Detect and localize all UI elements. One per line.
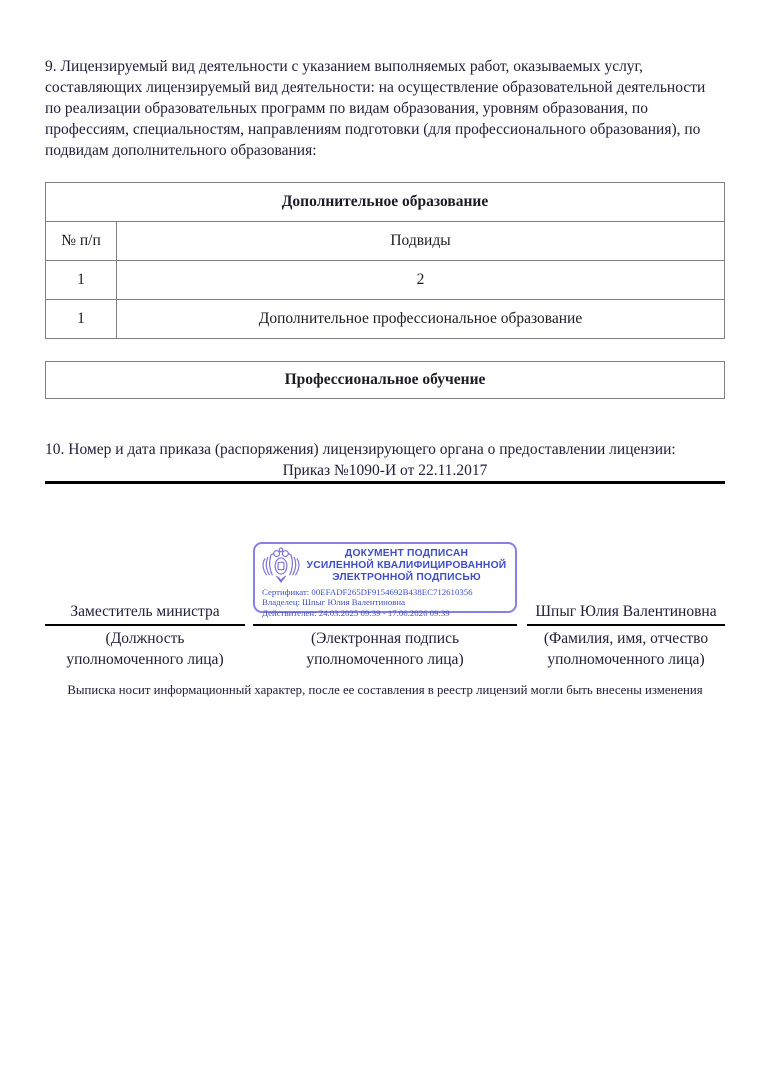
certificate-owner: Владелец: Шпыг Юлия Валентиновна <box>262 597 406 608</box>
fio-label <box>527 626 725 670</box>
esign-label <box>253 626 517 670</box>
signer-position-area <box>45 539 245 624</box>
signature-block <box>45 539 725 670</box>
certificate-details <box>259 587 510 618</box>
stamp-title-line: ДОКУМЕНТ ПОДПИСАН <box>344 547 469 559</box>
position-label <box>45 626 245 670</box>
additional-education-table <box>45 182 725 339</box>
cell-subtype: 2 <box>117 261 725 300</box>
table-title: Дополнительное образование <box>46 183 725 222</box>
cell-num: 1 <box>46 261 117 300</box>
paragraph-9: 9. Лицензируемый вид деятельности с указанием выполняемых работ, оказываемых услуг, составляющих лицензируемый вид деятельности: на осуществление образовательной деятельности по реализации образовательных программ по видам образования, уровням образования, по профессиям, специальностям, направлениям подготовки (для профессионального образования), по подвидам дополнительного образования: <box>45 58 706 159</box>
column-header-subtypes: Подвиды <box>117 222 725 261</box>
stamp-title-line: ЭЛЕКТРОННОЙ ПОДПИСЬЮ <box>332 572 481 584</box>
certificate-validity: Действителен: 24.03.2025 09:39 - 17.06.2026 09:39 <box>262 607 450 618</box>
label-line: уполномоченного лица) <box>306 650 464 668</box>
signer-name: Шпыг Юлия Валентиновна <box>535 603 717 620</box>
stamp-title <box>303 548 510 585</box>
label-line: уполномоченного лица) <box>547 650 705 668</box>
certificate-number: Сертификат: 00EFADF265DF9154692B438EC712610356 <box>262 587 473 597</box>
stamp-header <box>259 547 510 585</box>
label-line: (Должность <box>105 630 185 647</box>
russian-coat-of-arms-icon <box>259 547 303 585</box>
signer-position: Заместитель министра <box>70 603 220 620</box>
horizontal-rule <box>45 481 725 484</box>
table-row <box>46 261 725 300</box>
order-number-line: Приказ №1090-И от 22.11.2017 <box>282 462 488 479</box>
label-line: (Фамилия, имя, отчество <box>543 630 709 647</box>
signature-column-esign <box>253 539 517 670</box>
signer-name-area <box>527 539 725 624</box>
signature-column-position <box>45 539 245 670</box>
cell-subtype: Дополнительное профессиональное образование <box>117 300 725 339</box>
label-line: (Электронная подпись <box>310 630 460 647</box>
stamp-title-line: УСИЛЕННОЙ КВАЛИФИЦИРОВАННОЙ <box>306 559 507 571</box>
label-line: уполномоченного лица) <box>66 650 224 668</box>
stamp-area <box>253 539 517 624</box>
column-header-num: № п/п <box>46 222 117 261</box>
cell-num: 1 <box>46 300 117 339</box>
footer-note: Выписка носит информационный характер, после ее составления в реестр лицензий могли быть внесены изменения <box>67 683 703 697</box>
professional-training-title: Профессиональное обучение <box>284 371 486 388</box>
signature-column-name <box>527 539 725 670</box>
table-header-row <box>46 222 725 261</box>
table-row <box>46 300 725 339</box>
table-title-row <box>46 183 725 222</box>
professional-training-box <box>45 361 725 399</box>
paragraph-10: 10. Номер и дата приказа (распоряжения) лицензирующего органа о предоставлении лицензии: <box>45 441 676 458</box>
digital-signature-stamp <box>253 542 517 618</box>
